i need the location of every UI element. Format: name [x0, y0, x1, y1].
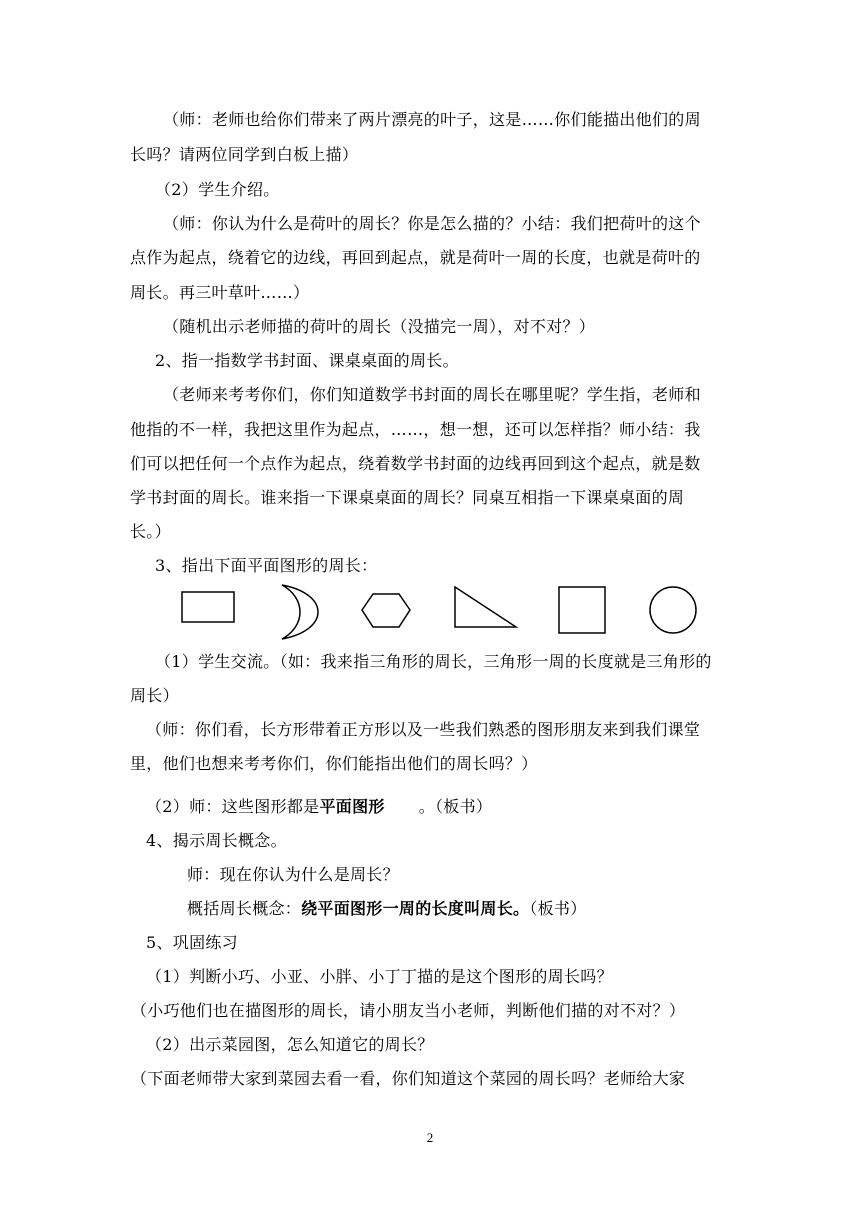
text-line: （2）出示菜园图，怎么知道它的周长？ [146, 1035, 434, 1054]
text-line: （随机出示老师描的荷叶的周长（没描完一周），对不对？） [163, 317, 596, 336]
text-line: 点作为起点，绕着它的边线，再回到起点，就是荷叶一周的长度，也就是荷叶的 [130, 248, 701, 267]
circle-shape [650, 587, 696, 633]
text-line [187, 899, 587, 919]
text-line: 里，他们也想来考考你们，你们能指出他们的周长吗？） [130, 754, 538, 773]
text-line: （师：你认为什么是荷叶的周长？你是怎么描的？小结：我们把荷叶的这个 [163, 214, 701, 233]
text-line: 5、巩固练习 [146, 933, 238, 952]
text-line: 们可以把任何一个点作为起点，绕着数学书封面的边线再回到这个起点，就是数 [130, 454, 701, 473]
triangle-shape [455, 587, 516, 627]
text-line: 4、揭示周长概念。 [146, 831, 287, 850]
square-shape [559, 587, 605, 633]
text-line: （下面老师带大家到菜园去看一看，你们知道这个菜园的周长吗？老师给大家 [131, 1069, 686, 1088]
text-line: 长吗？请两位同学到白板上描） [130, 145, 359, 164]
bold-term: 平面图形 [319, 797, 385, 816]
text-span: （板书） [529, 899, 587, 918]
text-line: 学书封面的周长。谁来指一下课桌桌面的周长？同桌互相指一下课桌桌面的周 [130, 488, 685, 507]
text-line: （师：你们看，长方形带着正方形以及一些我们熟悉的图形朋友来到我们课堂 [146, 720, 701, 739]
text-line: （小巧他们也在描图形的周长，请小朋友当小老师，判断他们描的对不对？） [131, 1001, 686, 1020]
text-line [146, 797, 492, 817]
text-line: 长。） [130, 522, 171, 541]
text-line: （1）学生交流。（如：我来指三角形的周长，三角形一周的长度就是三角形的 [155, 652, 712, 671]
text-line: （2）学生介绍。 [155, 180, 280, 199]
text-line: 他指的不一样，我把这里作为起点，……，想一想，还可以怎样指？师小结：我 [130, 420, 701, 439]
text-line: （师：老师也给你们带来了两片漂亮的叶子，这是……你们能描出他们的周 [163, 110, 701, 129]
crescent-shape [282, 585, 318, 639]
text-span: 概括周长概念： [187, 899, 302, 918]
plane-shapes-figure [170, 582, 710, 640]
text-span: 。（板书） [418, 797, 493, 816]
text-line: 周长） [130, 686, 179, 705]
bold-definition: 绕平面图形一周的长度叫周长。 [301, 899, 530, 918]
text-line: 2、指一指数学书封面、课桌桌面的周长。 [155, 351, 459, 370]
text-line: （1）判断小巧、小亚、小胖、小丁丁描的是这个图形的周长吗？ [146, 967, 613, 986]
hexagon-shape [362, 594, 410, 627]
text-span: （2）师：这些图形都是 [146, 797, 320, 816]
text-line: 3、指出下面平面图形的周长： [155, 556, 378, 575]
text-line: 师：现在你认为什么是周长？ [187, 865, 399, 884]
text-line: 周长。再三叶草叶……） [130, 283, 310, 302]
text-line: （老师来考考你们，你们知道数学书封面的周长在哪里呢？学生指，老师和 [163, 385, 701, 404]
rectangle-shape [182, 592, 234, 622]
page-number: 2 [426, 1130, 434, 1145]
